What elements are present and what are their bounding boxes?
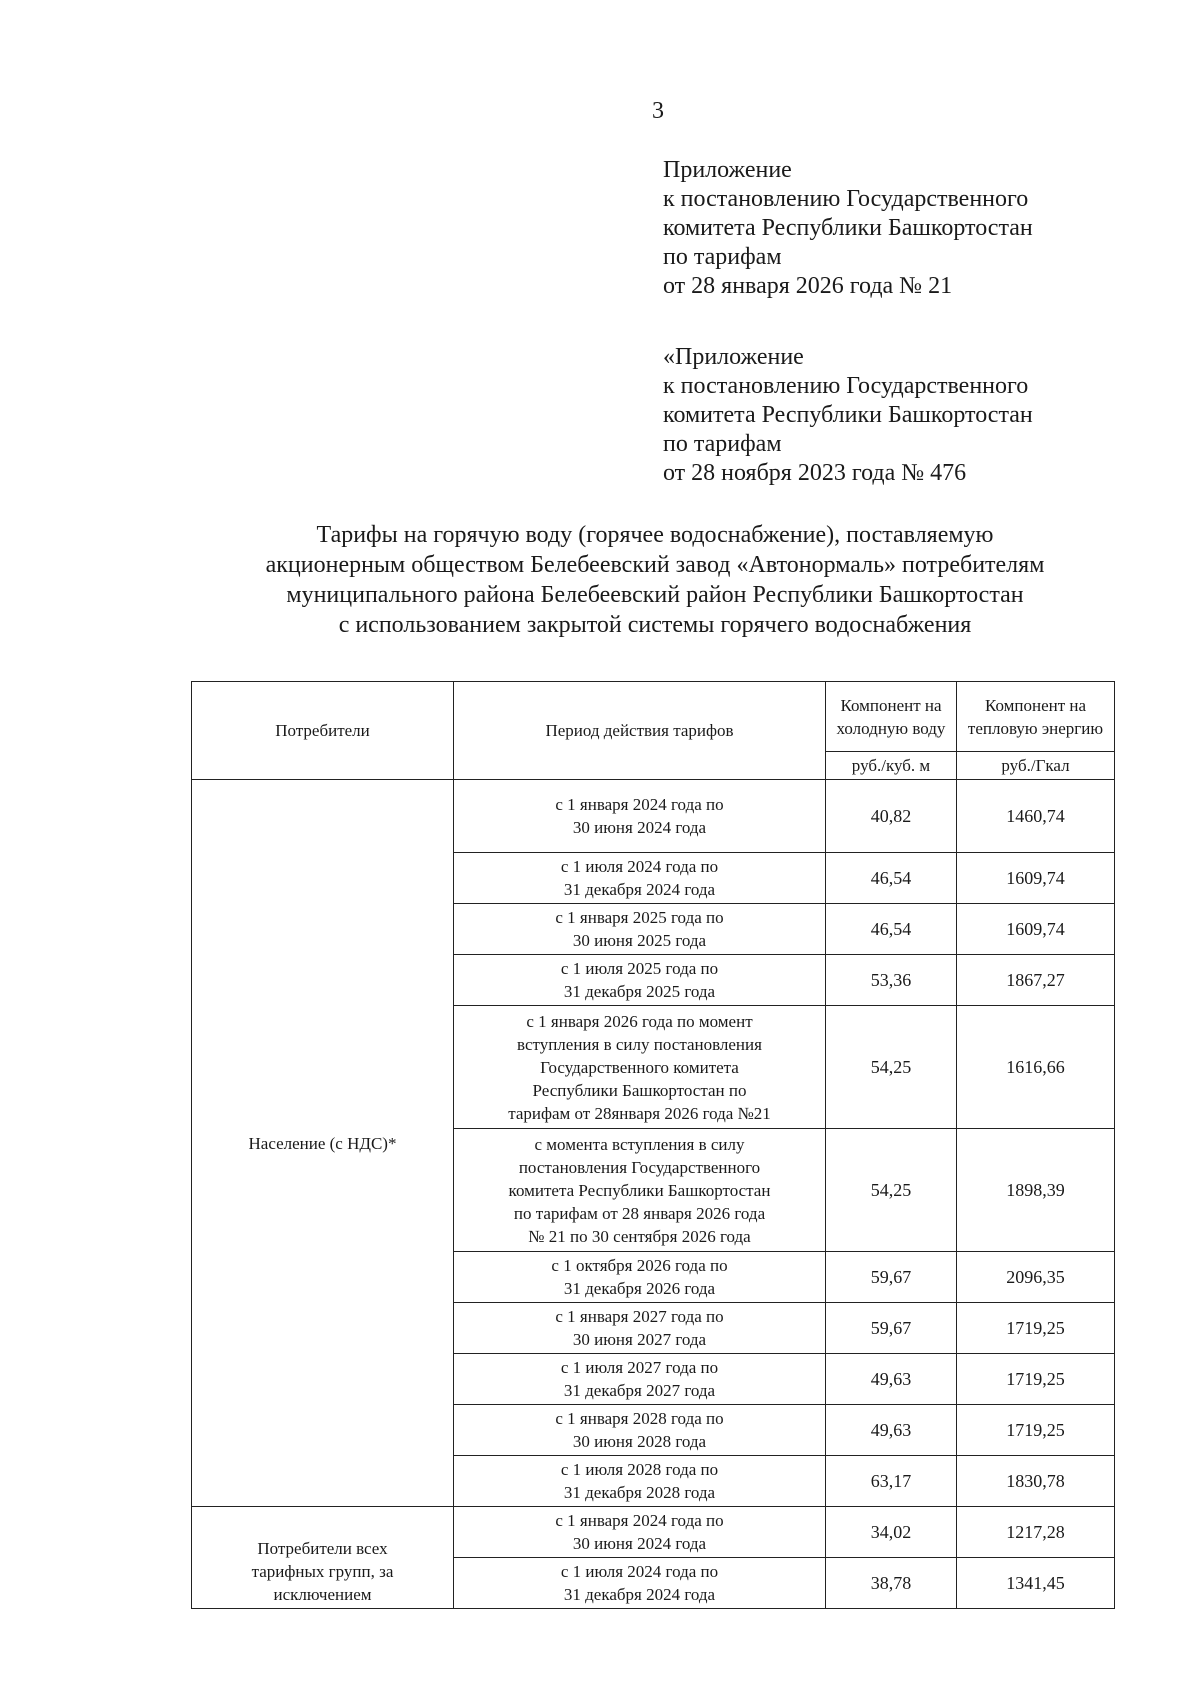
period-line: 31 декабря 2026 года <box>563 1279 716 1298</box>
period-line: с 1 января 2028 года по <box>555 1409 724 1428</box>
annex-previous-line: «Приложение <box>663 344 804 370</box>
cold-water-value: 49,63 <box>826 1354 957 1405</box>
period-cell <box>454 1405 826 1456</box>
period-cell <box>454 955 826 1006</box>
period-line: постановления Государственного <box>518 1157 761 1177</box>
annex-current-line: Приложение <box>663 157 792 183</box>
heat-energy-value: 1719,25 <box>957 1303 1115 1354</box>
header-cold-water-unit: руб./куб. м <box>826 752 957 780</box>
period-line: № 21 по 30 сентября 2026 года <box>528 1226 751 1246</box>
header-heat-energy: Компонент на тепловую энергию <box>957 682 1115 752</box>
title-line: муниципального района Белебеевский район Республики Башкортостан <box>286 582 1024 608</box>
period-cell <box>454 1129 826 1252</box>
period-line: с 1 июля 2025 года по <box>560 959 719 978</box>
period-line: Государственного комитета <box>540 1057 739 1077</box>
period-cell <box>454 1558 826 1609</box>
period-line: 30 июня 2024 года <box>572 818 707 837</box>
document-title <box>130 520 1180 640</box>
table-row <box>192 1507 1115 1558</box>
period-line: комитета Республики Башкортостан <box>508 1180 771 1200</box>
heat-energy-value: 1341,45 <box>957 1558 1115 1609</box>
period-cell <box>454 1507 826 1558</box>
cold-water-value: 40,82 <box>826 780 957 853</box>
period-line: 31 декабря 2025 года <box>563 982 716 1001</box>
period-line: 30 июня 2027 года <box>572 1330 707 1349</box>
period-cell <box>454 1252 826 1303</box>
heat-energy-value: 1460,74 <box>957 780 1115 853</box>
heat-energy-value: 1898,39 <box>957 1129 1115 1252</box>
period-line: тарифам от 28января 2026 года №21 <box>508 1103 771 1123</box>
period-line: вступления в силу постановления <box>517 1034 762 1054</box>
heat-energy-value: 1719,25 <box>957 1354 1115 1405</box>
cold-water-value: 54,25 <box>826 1006 957 1129</box>
period-line: с 1 июля 2024 года по <box>560 857 719 876</box>
cold-water-value: 46,54 <box>826 853 957 904</box>
period-line: с 1 января 2027 года по <box>555 1307 724 1326</box>
period-line: 31 декабря 2027 года <box>563 1381 716 1400</box>
period-cell <box>454 1303 826 1354</box>
annex-previous-line: комитета Республики Башкортостан <box>663 402 1033 428</box>
header-heat-energy-unit: руб./Гкал <box>957 752 1115 780</box>
annex-previous-line: от 28 ноября 2023 года № 476 <box>663 460 967 486</box>
period-line: с 1 января 2025 года по <box>555 908 724 927</box>
heat-energy-value: 1867,27 <box>957 955 1115 1006</box>
cold-water-value: 63,17 <box>826 1456 957 1507</box>
annex-current-line: комитета Республики Башкортостан <box>663 215 1033 241</box>
annex-previous <box>663 343 1033 488</box>
heat-energy-value: 1830,78 <box>957 1456 1115 1507</box>
period-cell <box>454 904 826 955</box>
heat-energy-value: 2096,35 <box>957 1252 1115 1303</box>
period-line: 30 июня 2025 года <box>572 931 707 950</box>
heat-energy-value: 1609,74 <box>957 853 1115 904</box>
annex-current-line: к постановлению Государственного <box>663 186 1029 212</box>
cold-water-value: 46,54 <box>826 904 957 955</box>
period-cell <box>454 853 826 904</box>
header-consumers: Потребители <box>192 682 454 780</box>
heat-energy-value: 1616,66 <box>957 1006 1115 1129</box>
header-period: Период действия тарифов <box>454 682 826 780</box>
consumer-group-cell: Потребители всех тарифных групп, за исключением <box>192 1507 454 1609</box>
period-cell <box>454 1354 826 1405</box>
heat-energy-value: 1217,28 <box>957 1507 1115 1558</box>
tariff-table <box>191 681 1115 1609</box>
header-cold-water: Компонент на холодную воду <box>826 682 957 752</box>
period-line: 31 декабря 2028 года <box>563 1483 716 1502</box>
period-line: 31 декабря 2024 года <box>563 1585 716 1604</box>
period-cell <box>454 780 826 853</box>
period-line: 30 июня 2024 года <box>572 1534 707 1553</box>
cold-water-value: 53,36 <box>826 955 957 1006</box>
title-line: с использованием закрытой системы горячего водоснабжения <box>338 612 972 638</box>
annex-current <box>663 156 1033 301</box>
annex-previous-line: по тарифам <box>663 431 782 457</box>
period-cell <box>454 1456 826 1507</box>
title-line: Тарифы на горячую воду (горячее водоснабжение), поставляемую <box>316 522 994 548</box>
cold-water-value: 59,67 <box>826 1303 957 1354</box>
period-line: с 1 января 2024 года по <box>555 1511 724 1530</box>
title-line: акционерным обществом Белебеевский завод «Автонормаль» потребителям <box>265 552 1045 578</box>
header-row <box>192 682 1115 752</box>
period-line: с 1 января 2026 года по момент <box>526 1011 753 1031</box>
period-line: с 1 октября 2026 года по <box>551 1256 728 1275</box>
period-line: Республики Башкортостан по <box>532 1080 747 1100</box>
cold-water-value: 38,78 <box>826 1558 957 1609</box>
annex-current-line: по тарифам <box>663 244 782 270</box>
annex-current-line: от 28 января 2026 года № 21 <box>663 273 953 299</box>
period-line: 31 декабря 2024 года <box>563 880 716 899</box>
period-line: с момента вступления в силу <box>534 1134 745 1154</box>
period-line: с 1 июля 2027 года по <box>560 1358 719 1377</box>
heat-energy-value: 1609,74 <box>957 904 1115 955</box>
consumer-group-cell: Население (с НДС)* <box>192 780 454 1507</box>
cold-water-value: 54,25 <box>826 1129 957 1252</box>
period-line: 30 июня 2028 года <box>572 1432 707 1451</box>
cold-water-value: 49,63 <box>826 1405 957 1456</box>
cold-water-value: 59,67 <box>826 1252 957 1303</box>
cold-water-value: 34,02 <box>826 1507 957 1558</box>
table-row <box>192 780 1115 853</box>
heat-energy-value: 1719,25 <box>957 1405 1115 1456</box>
period-cell <box>454 1006 826 1129</box>
period-line: с 1 января 2024 года по <box>555 795 724 814</box>
annex-previous-line: к постановлению Государственного <box>663 373 1029 399</box>
period-line: с 1 июля 2028 года по <box>560 1460 719 1479</box>
period-line: с 1 июля 2024 года по <box>560 1562 719 1581</box>
page-number: 3 <box>652 98 665 124</box>
period-line: по тарифам от 28 января 2026 года <box>513 1203 766 1223</box>
